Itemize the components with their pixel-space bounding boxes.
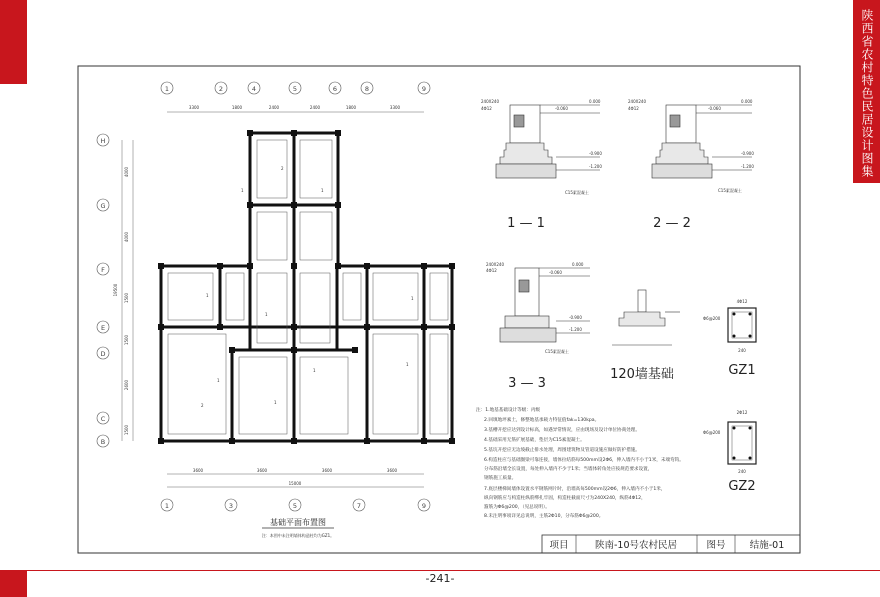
s1-elev-1200: -1.200 xyxy=(589,164,602,169)
project-name: 陕南-10号农村民居 xyxy=(594,540,678,551)
title-block xyxy=(542,535,800,553)
axis-top-1: 1 xyxy=(164,85,170,93)
general-notes xyxy=(476,406,684,519)
dim-top-3: 2400 xyxy=(268,105,280,110)
s3-beam: 240X240 xyxy=(486,262,505,267)
axis-top-2: 2 xyxy=(218,85,224,93)
dim-top-5: 1800 xyxy=(345,105,357,110)
dim-left-total: 19500 xyxy=(113,283,118,297)
s3-elev-900: -0.900 xyxy=(569,315,582,320)
s2-beam: 240X240 xyxy=(628,99,647,104)
note-line: 7.底层楼梯间墙体设置水平钢筋网片时，沿墙高每500mm设2Φ6，伸入墙内不小于1米， xyxy=(484,487,666,492)
s2-rebar: 4Φ12 xyxy=(628,106,639,111)
svg-text:1: 1 xyxy=(206,293,209,298)
left-axis-labels xyxy=(97,134,133,447)
axis-top-5: 6 xyxy=(332,85,338,93)
s2-concrete: C15素混凝土 xyxy=(718,188,742,193)
axis-left-e: E xyxy=(100,324,106,332)
axis-left-b: B xyxy=(100,438,106,446)
s2-title: 2 — 2 xyxy=(653,216,691,231)
svg-text:2: 2 xyxy=(201,403,204,408)
bottom-axis-labels xyxy=(161,468,430,511)
wall-120-footing xyxy=(612,290,680,345)
dim-top-2: 1800 xyxy=(231,105,243,110)
dim-left-4: 1500 xyxy=(124,334,129,346)
gz2-column xyxy=(703,410,756,494)
s1-elev-900: -0.900 xyxy=(589,151,602,156)
s3-rebar: 4Φ12 xyxy=(486,268,497,273)
svg-text:1: 1 xyxy=(411,296,414,301)
wall-120-title: 120墙基础 xyxy=(610,367,674,382)
gz1-stirrup: Φ6@200 xyxy=(703,316,721,321)
dim-bottom-1: 3600 xyxy=(192,468,204,473)
note-line: 6.构造柱应与基础圈梁可靠连接，墙体拉结筋每500mm设2Φ6，伸入墙内不小于1米，末端弯钩。 xyxy=(484,458,684,463)
note-line: 4.基础采用无筋扩展基础，垫层为C15素混凝土。 xyxy=(484,438,585,443)
svg-text:1: 1 xyxy=(321,188,324,193)
dim-left-2: 4000 xyxy=(124,231,129,243)
svg-text:1: 1 xyxy=(241,188,244,193)
axis-top-4: 5 xyxy=(292,85,298,93)
dim-left-6: 1500 xyxy=(124,424,129,436)
dim-left-5: 2600 xyxy=(124,379,129,391)
project-label: 项目 xyxy=(549,540,569,551)
gz2-title: GZ2 xyxy=(728,479,756,494)
section-1-1 xyxy=(496,105,600,178)
s1-elev-060: -0.060 xyxy=(555,106,568,111)
axis-left-g: G xyxy=(100,202,106,210)
s2-elev-900: -0.900 xyxy=(741,151,754,156)
s1-elev-0: 0.000 xyxy=(589,99,601,104)
note-line: 纵向钢筋应与构造柱纵筋绑扎牢固，构造柱截面尺寸为240X240，纵筋4Φ12， xyxy=(484,496,646,501)
axis-bottom-3: 5 xyxy=(292,502,298,510)
s3-elev-0: 0.000 xyxy=(572,262,584,267)
series-title-band: 陕西省农村特色民居设计图集 xyxy=(853,0,880,183)
dim-top-4: 2400 xyxy=(309,105,321,110)
axis-top-3: 4 xyxy=(251,85,257,93)
axis-bottom-2: 3 xyxy=(228,502,234,510)
svg-text:2: 2 xyxy=(281,166,284,171)
svg-text:1: 1 xyxy=(217,378,220,383)
axis-top-7: 9 xyxy=(421,85,427,93)
note-line: 5.基坑开挖应无边坡截止排水处理，周围建筑物及管道设施应做好防护措施。 xyxy=(484,448,640,453)
gz1-size: 240 xyxy=(738,348,746,353)
dim-top-6: 3300 xyxy=(389,105,401,110)
foundation-walls xyxy=(161,133,452,441)
axis-top-6: 8 xyxy=(364,85,370,93)
axis-left-f: F xyxy=(101,266,105,274)
s2-elev-0: 0.000 xyxy=(741,99,753,104)
plan-title: 基础平面布置图 xyxy=(270,518,326,527)
axis-bottom-4: 7 xyxy=(356,502,362,510)
axis-left-h: H xyxy=(100,137,106,145)
s1-rebar: 4Φ12 xyxy=(481,106,492,111)
s1-title: 1 — 1 xyxy=(507,216,545,231)
gz1-column xyxy=(703,299,756,378)
axis-bottom-5: 9 xyxy=(421,502,427,510)
note-line: 箍筋为Φ6@200，（见总说明）。 xyxy=(484,505,550,510)
axis-bottom-1: 1 xyxy=(164,502,170,510)
gz2-stirrup: Φ6@200 xyxy=(703,430,721,435)
gz1-title: GZ1 xyxy=(728,363,756,378)
svg-text:1: 1 xyxy=(406,362,409,367)
drawing-no-label: 图号 xyxy=(706,540,726,551)
svg-text:1: 1 xyxy=(265,312,268,317)
dim-left-3: 1500 xyxy=(124,292,129,304)
foundation-plan xyxy=(97,82,455,538)
note-line: 3.基槽开挖应达到设计标高，如遇异常情况，应由现场及设计单位协商处理。 xyxy=(484,428,640,433)
s1-beam: 240X240 xyxy=(481,99,500,104)
s3-title: 3 — 3 xyxy=(508,376,546,391)
construction-columns xyxy=(158,130,455,444)
footing-outlines xyxy=(168,140,448,434)
s1-concrete: C15素混凝土 xyxy=(565,190,589,195)
section-2-2 xyxy=(652,105,752,178)
svg-text:1: 1 xyxy=(313,368,316,373)
dim-bottom-total: 15000 xyxy=(288,481,302,486)
note-line: 钢筋施工质量。 xyxy=(484,476,517,481)
s3-elev-060: -0.060 xyxy=(549,270,562,275)
dim-bottom-4: 3600 xyxy=(386,468,398,473)
dim-bottom-3: 3600 xyxy=(321,468,333,473)
top-axis-labels xyxy=(161,82,430,112)
dim-top-1: 3300 xyxy=(188,105,200,110)
drawing-no: 结施-01 xyxy=(749,540,785,551)
note-line: 8.未注明事项详见总说明，主筋2Φ10，分布筋Φ6@200。 xyxy=(484,514,604,519)
svg-text:1: 1 xyxy=(274,400,277,405)
note-line: 分布筋沿墙全长设置，每处伸入墙内不少于1米；当墙体转角处应按规范要求设置， xyxy=(484,467,653,472)
gz2-rebar: 2Φ12 xyxy=(736,410,748,415)
axis-left-d: D xyxy=(100,350,106,358)
s3-concrete: C15素混凝土 xyxy=(545,349,569,354)
s2-elev-1200: -1.200 xyxy=(741,164,754,169)
s2-elev-060: -0.060 xyxy=(708,106,721,111)
dim-bottom-2: 3600 xyxy=(256,468,268,473)
note-line: 注：1.地基基础设计等级：丙级 xyxy=(476,408,541,413)
page-number: -241- xyxy=(425,572,455,585)
note-line: 2.回填地坪素土，修整地基承载力特征值fak=130kpa。 xyxy=(484,418,600,423)
dim-left-1: 4000 xyxy=(124,166,129,178)
axis-left-c: C xyxy=(100,415,106,423)
gz2-size: 240 xyxy=(738,469,746,474)
s3-elev-1200: -1.200 xyxy=(569,327,582,332)
plan-subtitle: 注：本图中未注明墙体构造柱均为GZ1。 xyxy=(261,533,335,538)
gz1-rebar: 4Φ12 xyxy=(736,299,748,304)
drawing-border xyxy=(78,66,800,553)
